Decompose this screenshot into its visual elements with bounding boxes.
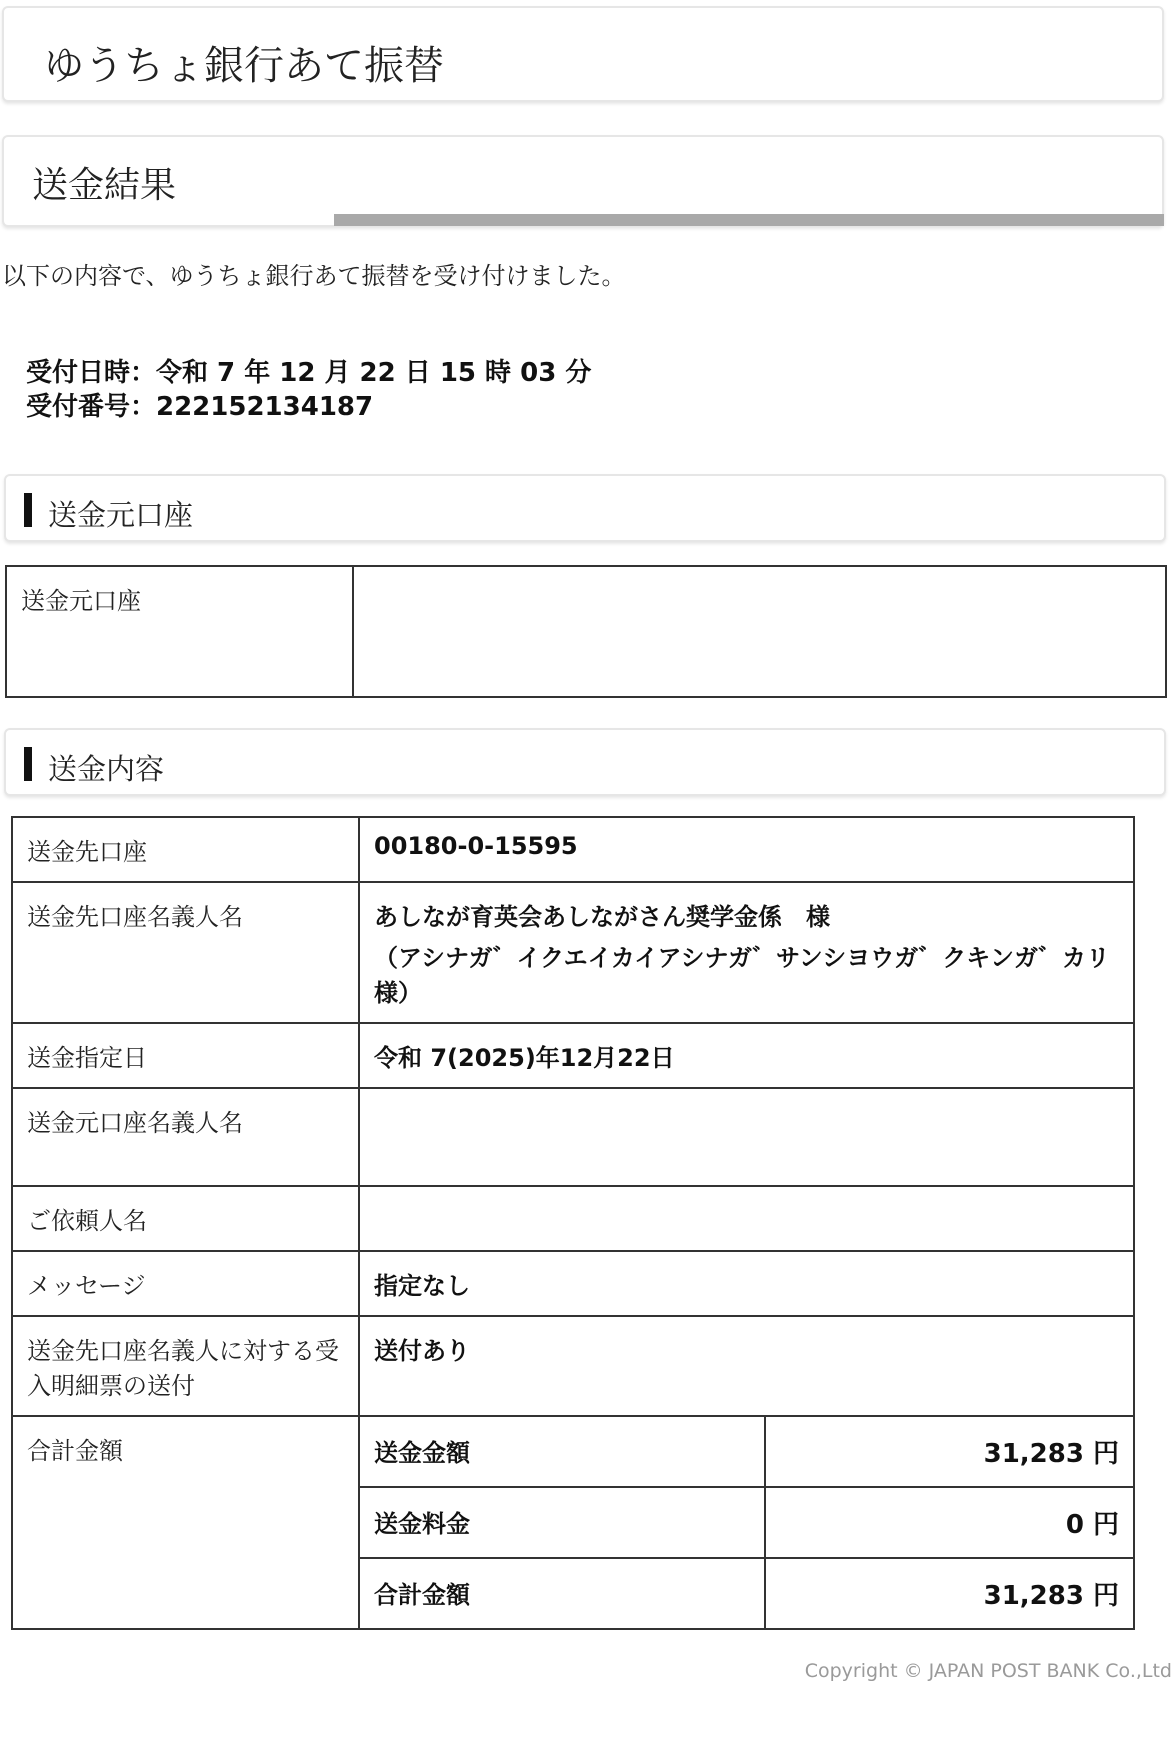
requester-value [359, 1186, 1134, 1251]
dest-account-value: 00180-0-15595 [359, 817, 1134, 882]
source-account-section-header [4, 474, 1166, 542]
transfer-date-label: 送金指定日 [12, 1023, 359, 1088]
table-row [12, 1251, 1134, 1316]
table-row [12, 1186, 1134, 1251]
dest-holder-value [359, 882, 1134, 1023]
table-row [12, 1416, 1134, 1629]
transfer-details-section-header [4, 728, 1166, 796]
copyright-text: Copyright © JAPAN POST BANK Co.,Ltd [804, 1660, 1172, 1682]
message-label: メッセージ [12, 1251, 359, 1316]
dest-holder-label: 送金先口座名義人名 [12, 882, 359, 1023]
amount-table [360, 1417, 1133, 1628]
grand-total-value: 31,283 円 [765, 1558, 1133, 1628]
source-account-label: 送金元口座 [6, 566, 353, 697]
intro-text: 以下の内容で、ゆうちょ銀行あて振替を受け付けました。 [2, 262, 626, 290]
source-account-value [353, 566, 1166, 697]
source-holder-value [359, 1088, 1134, 1186]
source-account-table [5, 565, 1167, 698]
amount-row [360, 1558, 1133, 1628]
source-holder-label: 送金元口座名義人名 [12, 1088, 359, 1186]
table-row [12, 882, 1134, 1023]
table-row [12, 817, 1134, 882]
transfer-fee-value: 0 円 [765, 1487, 1133, 1558]
statement-delivery-label: 送金先口座名義人に対する受入明細票の送付 [12, 1316, 359, 1416]
transfer-details-table [11, 816, 1135, 1630]
dest-account-label: 送金先口座 [12, 817, 359, 882]
transfer-fee-label: 送金料金 [360, 1487, 765, 1558]
statement-delivery-value: 送付あり [359, 1316, 1134, 1416]
section-marker [24, 493, 32, 527]
grand-total-label: 合計金額 [360, 1558, 765, 1628]
page-title: ゆうちょ銀行あて振替 [44, 43, 444, 89]
table-row [12, 1088, 1134, 1186]
table-row [12, 1023, 1134, 1088]
receipt-number: 受付番号：222152134187 [26, 392, 374, 422]
dest-holder-name: あしなが育英会あしながさん奨学金係 様 [374, 903, 830, 931]
transfer-details-section-title: 送金内容 [48, 752, 165, 786]
message-value: 指定なし [359, 1251, 1134, 1316]
total-label: 合計金額 [12, 1416, 359, 1629]
section-marker [24, 747, 32, 781]
amount-breakdown [359, 1416, 1134, 1629]
requester-label: ご依頼人名 [12, 1186, 359, 1251]
dest-holder-kana: （アシナガ゛イクエイカイアシナガ゛サンシヨウガ゛クキンガ゛カリ 様） [374, 944, 1134, 1007]
amount-row [360, 1417, 1133, 1487]
source-account-section-title: 送金元口座 [48, 498, 194, 532]
transfer-amount-value: 31,283 円 [765, 1417, 1133, 1487]
transfer-date-value: 令和 7(2025)年12月22日 [359, 1023, 1134, 1088]
transfer-amount-label: 送金金額 [360, 1417, 765, 1487]
receipt-datetime: 受付日時：令和 7 年 12 月 22 日 15 時 03 分 [26, 358, 592, 388]
amount-row [360, 1487, 1133, 1558]
result-title: 送金結果 [32, 165, 177, 206]
page-header [2, 6, 1164, 102]
table-row [12, 1316, 1134, 1416]
result-underline [334, 214, 1164, 226]
table-row [6, 566, 1166, 697]
